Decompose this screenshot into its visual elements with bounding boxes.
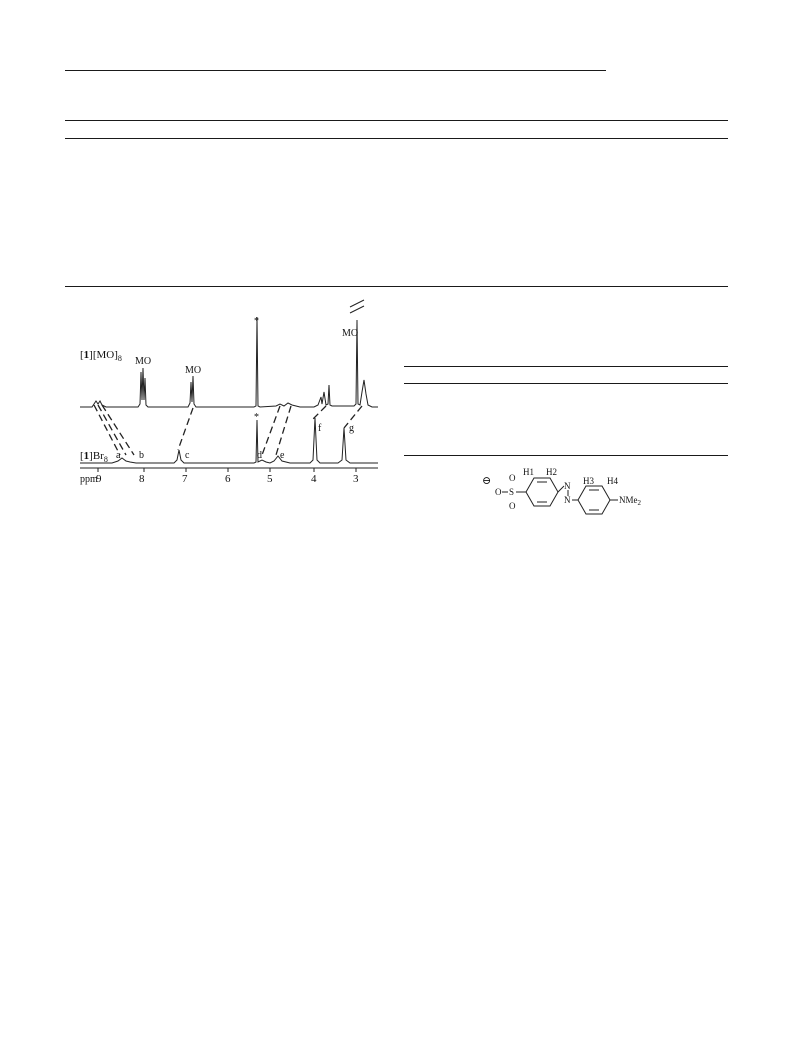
asterisk-top: * xyxy=(254,316,259,327)
label-h1: H1 xyxy=(523,467,534,477)
negative-charge-icon: ⊖ xyxy=(482,475,492,487)
atom-oxygen-top: O xyxy=(509,473,516,483)
atom-sulfur: S xyxy=(509,487,515,497)
peak-label-b: b xyxy=(139,450,144,461)
axis-tick-label-8: 8 xyxy=(139,473,145,485)
label-h2: H2 xyxy=(546,467,557,477)
trace-label-top: $[1][MO]_8$ xyxy=(80,349,122,363)
atom-n-2: N xyxy=(564,495,571,505)
peak-label-a: a xyxy=(116,450,121,461)
trace-label-bottom: $[1]Br_8$ xyxy=(80,450,108,464)
peak-label-c: c xyxy=(185,450,190,461)
axis-unit-label: ppm xyxy=(80,474,98,485)
dimethylamino-group: NMe$_2$ xyxy=(619,495,641,507)
axis-tick-label-5: 5 xyxy=(267,473,273,485)
label-h3: H3 xyxy=(583,476,594,486)
mo-label-1: MO xyxy=(135,356,152,367)
mo-label-3: MO xyxy=(342,328,359,339)
label-h4: H4 xyxy=(607,476,618,486)
axis-tick-label-9: 9 xyxy=(96,473,102,485)
asterisk-bottom: * xyxy=(254,412,259,423)
atom-oxygen-left: O xyxy=(495,487,502,497)
axis-tick-label-3: 3 xyxy=(353,473,359,485)
atom-oxygen-bottom: O xyxy=(509,501,516,511)
axis-tick-label-7: 7 xyxy=(182,473,188,485)
peak-label-e: e xyxy=(280,450,285,461)
axis-tick-label-4: 4 xyxy=(311,473,317,485)
axis-tick-label-6: 6 xyxy=(225,473,231,485)
mo-label-2: MO xyxy=(185,365,202,376)
peak-label-d: d xyxy=(257,450,262,461)
peak-label-g: g xyxy=(349,423,354,434)
peak-label-f: f xyxy=(318,423,322,434)
atom-n-1: N xyxy=(564,481,571,491)
